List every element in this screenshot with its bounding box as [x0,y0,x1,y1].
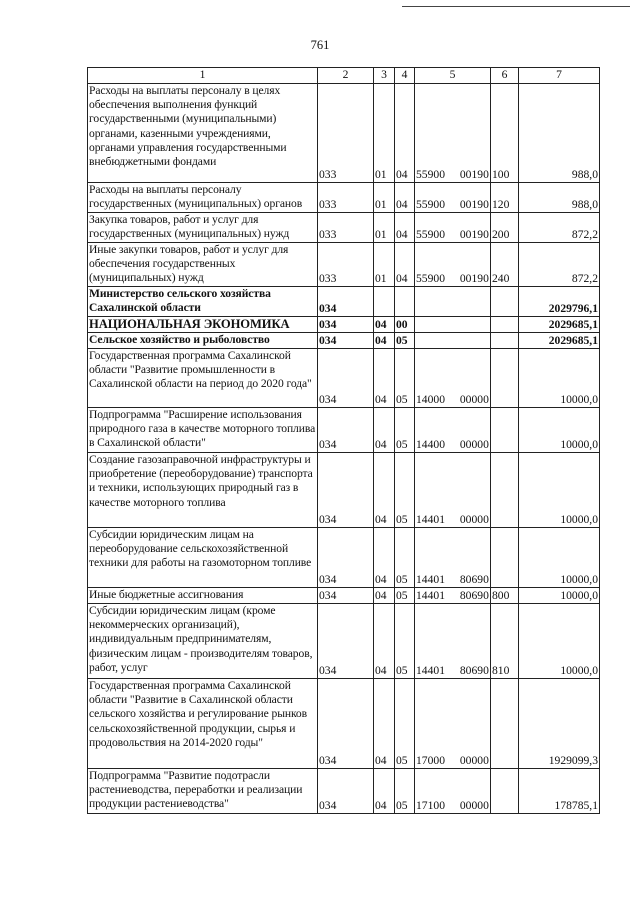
target-code: 14401 00000 [415,453,491,528]
target-code: 55900 00190 [415,213,491,243]
expense-type [491,287,519,317]
table-row [88,349,600,408]
section-code: 04 [374,588,395,604]
table-row [88,769,600,814]
ministry-code: 034 [318,453,374,528]
header-cell: 2 [318,68,374,84]
row-name: Субсидии юридическим лицам на переоборудование сельскохозяйственной техники для работы на газомоторном топливе [88,528,318,588]
expense-type [491,349,519,408]
table-row [88,528,600,588]
section-code: 04 [374,408,395,453]
table-row [88,408,600,453]
amount: 2029685,1 [519,317,600,333]
subsection-code: 05 [395,333,415,349]
target-code [415,317,491,333]
amount: 10000,0 [519,604,600,679]
header-cell: 1 [88,68,318,84]
subsection-code [395,287,415,317]
target-code [415,333,491,349]
table-row [88,243,600,287]
header-cell: 4 [395,68,415,84]
ministry-code: 034 [318,408,374,453]
header-cell: 5 [415,68,491,84]
amount: 10000,0 [519,453,600,528]
row-name: Подпрограмма "Расширение использования природного газа в качестве моторного топлива в Сахалинской области" [88,408,318,453]
subsection-code: 04 [395,213,415,243]
expense-type [491,317,519,333]
amount: 988,0 [519,84,600,183]
ministry-code: 034 [318,333,374,349]
ministry-code: 034 [318,588,374,604]
section-code: 04 [374,333,395,349]
section-code: 04 [374,769,395,814]
section-code: 04 [374,604,395,679]
header-row [88,68,600,84]
target-code: 17000 00000 [415,679,491,769]
amount: 1929099,3 [519,679,600,769]
ministry-code: 034 [318,528,374,588]
ministry-code: 033 [318,243,374,287]
page-number: 761 [310,38,330,52]
section-code: 01 [374,213,395,243]
ministry-code: 033 [318,183,374,213]
ministry-code: 034 [318,287,374,317]
target-code: 14401 80690 [415,604,491,679]
target-code: 55900 00190 [415,243,491,287]
budget-table [87,67,600,814]
table-row [88,287,600,317]
amount: 10000,0 [519,588,600,604]
section-code: 04 [374,528,395,588]
row-name: Государственная программа Сахалинской области "Развитие промышленности в Сахалинской области на период до 2020 года" [88,349,318,408]
row-name: Подпрограмма "Развитие подотрасли растениеводства, переработки и реализации продукции растениеводства" [88,769,318,814]
subsection-code: 00 [395,317,415,333]
subsection-code: 04 [395,183,415,213]
subsection-code: 05 [395,604,415,679]
expense-type: 240 [491,243,519,287]
ministry-code: 034 [318,769,374,814]
expense-type [491,528,519,588]
table-row [88,213,600,243]
row-name: Государственная программа Сахалинской области "Развитие в Сахалинской области сельского хозяйства и регулирование рынков сельскохозяйственной продукции, сырья и продовольствия на 2014-2020 годы" [88,679,318,769]
section-code: 04 [374,453,395,528]
amount: 872,2 [519,243,600,287]
target-code [415,287,491,317]
target-code: 14400 00000 [415,408,491,453]
expense-type [491,408,519,453]
section-code [374,287,395,317]
target-code: 55900 00190 [415,84,491,183]
target-code: 55900 00190 [415,183,491,213]
table-row [88,84,600,183]
ministry-code: 034 [318,349,374,408]
expense-type [491,679,519,769]
subsection-code: 05 [395,453,415,528]
ministry-code: 034 [318,604,374,679]
expense-type: 100 [491,84,519,183]
header-cell: 3 [374,68,395,84]
ministry-code: 033 [318,213,374,243]
header-cell: 7 [519,68,600,84]
expense-type: 120 [491,183,519,213]
row-name: Закупка товаров, работ и услуг для государственных (муниципальных) нужд [88,213,318,243]
row-name: НАЦИОНАЛЬНАЯ ЭКОНОМИКА [88,317,318,333]
table-row [88,679,600,769]
section-code: 01 [374,243,395,287]
table-row [88,317,600,333]
row-name: Иные бюджетные ассигнования [88,588,318,604]
ministry-code: 034 [318,679,374,769]
target-code: 14401 80690 [416,588,489,602]
subsection-code: 05 [395,349,415,408]
expense-type [491,453,519,528]
section-code: 01 [374,183,395,213]
expense-type: 810 [491,604,519,679]
section-code: 04 [374,317,395,333]
row-name: Сельское хозяйство и рыболовство [88,333,318,349]
row-name: Создание газозаправочной инфраструктуры и приобретение (переоборудование) транспорта и техники, использующих природный газ в качестве моторного топлива [88,453,318,528]
table-row [88,604,600,679]
target-code: 14401 80690 [415,528,491,588]
section-code: 04 [374,349,395,408]
subsection-code: 05 [395,588,415,604]
section-code: 01 [374,84,395,183]
row-name: Иные закупки товаров, работ и услуг для обеспечения государственных (муниципальных) нужд [88,243,318,287]
expense-type: 800 [491,588,519,604]
section-code: 04 [374,679,395,769]
subsection-code: 05 [395,528,415,588]
subsection-code: 04 [395,243,415,287]
header-cell: 6 [491,68,519,84]
table-row [88,588,600,604]
table-row [88,453,600,528]
amount: 2029796,1 [519,287,600,317]
table-row [88,183,600,213]
row-name: Министерство сельского хозяйства Сахалинской области [88,287,318,317]
ministry-code: 034 [318,317,374,333]
amount: 10000,0 [519,408,600,453]
row-name: Расходы на выплаты персоналу государственных (муниципальных) органов [88,183,318,213]
expense-type: 200 [491,213,519,243]
expense-type [491,769,519,814]
subsection-code: 05 [395,679,415,769]
row-name: Субсидии юридическим лицам (кроме некоммерческих организаций), индивидуальным предпринимателям, физическим лицам - производителям товаров, работ, услуг [88,604,318,679]
table-row [88,333,600,349]
amount: 178785,1 [519,769,600,814]
row-name: Расходы на выплаты персоналу в целях обеспечения выполнения функций государственными (муниципальными) органами, казенными учреждениями, органами управления государственными внебюджетными фондами [88,84,318,183]
amount: 988,0 [519,183,600,213]
amount: 10000,0 [519,528,600,588]
target-code: 14000 00000 [415,349,491,408]
amount: 872,2 [519,213,600,243]
subsection-code: 04 [395,84,415,183]
subsection-code: 05 [395,408,415,453]
target-code: 17100 00000 [415,769,491,814]
amount: 10000,0 [519,349,600,408]
expense-type [491,333,519,349]
top-rule [402,6,630,7]
subsection-code: 05 [395,769,415,814]
amount: 2029685,1 [519,333,600,349]
ministry-code: 033 [318,84,374,183]
